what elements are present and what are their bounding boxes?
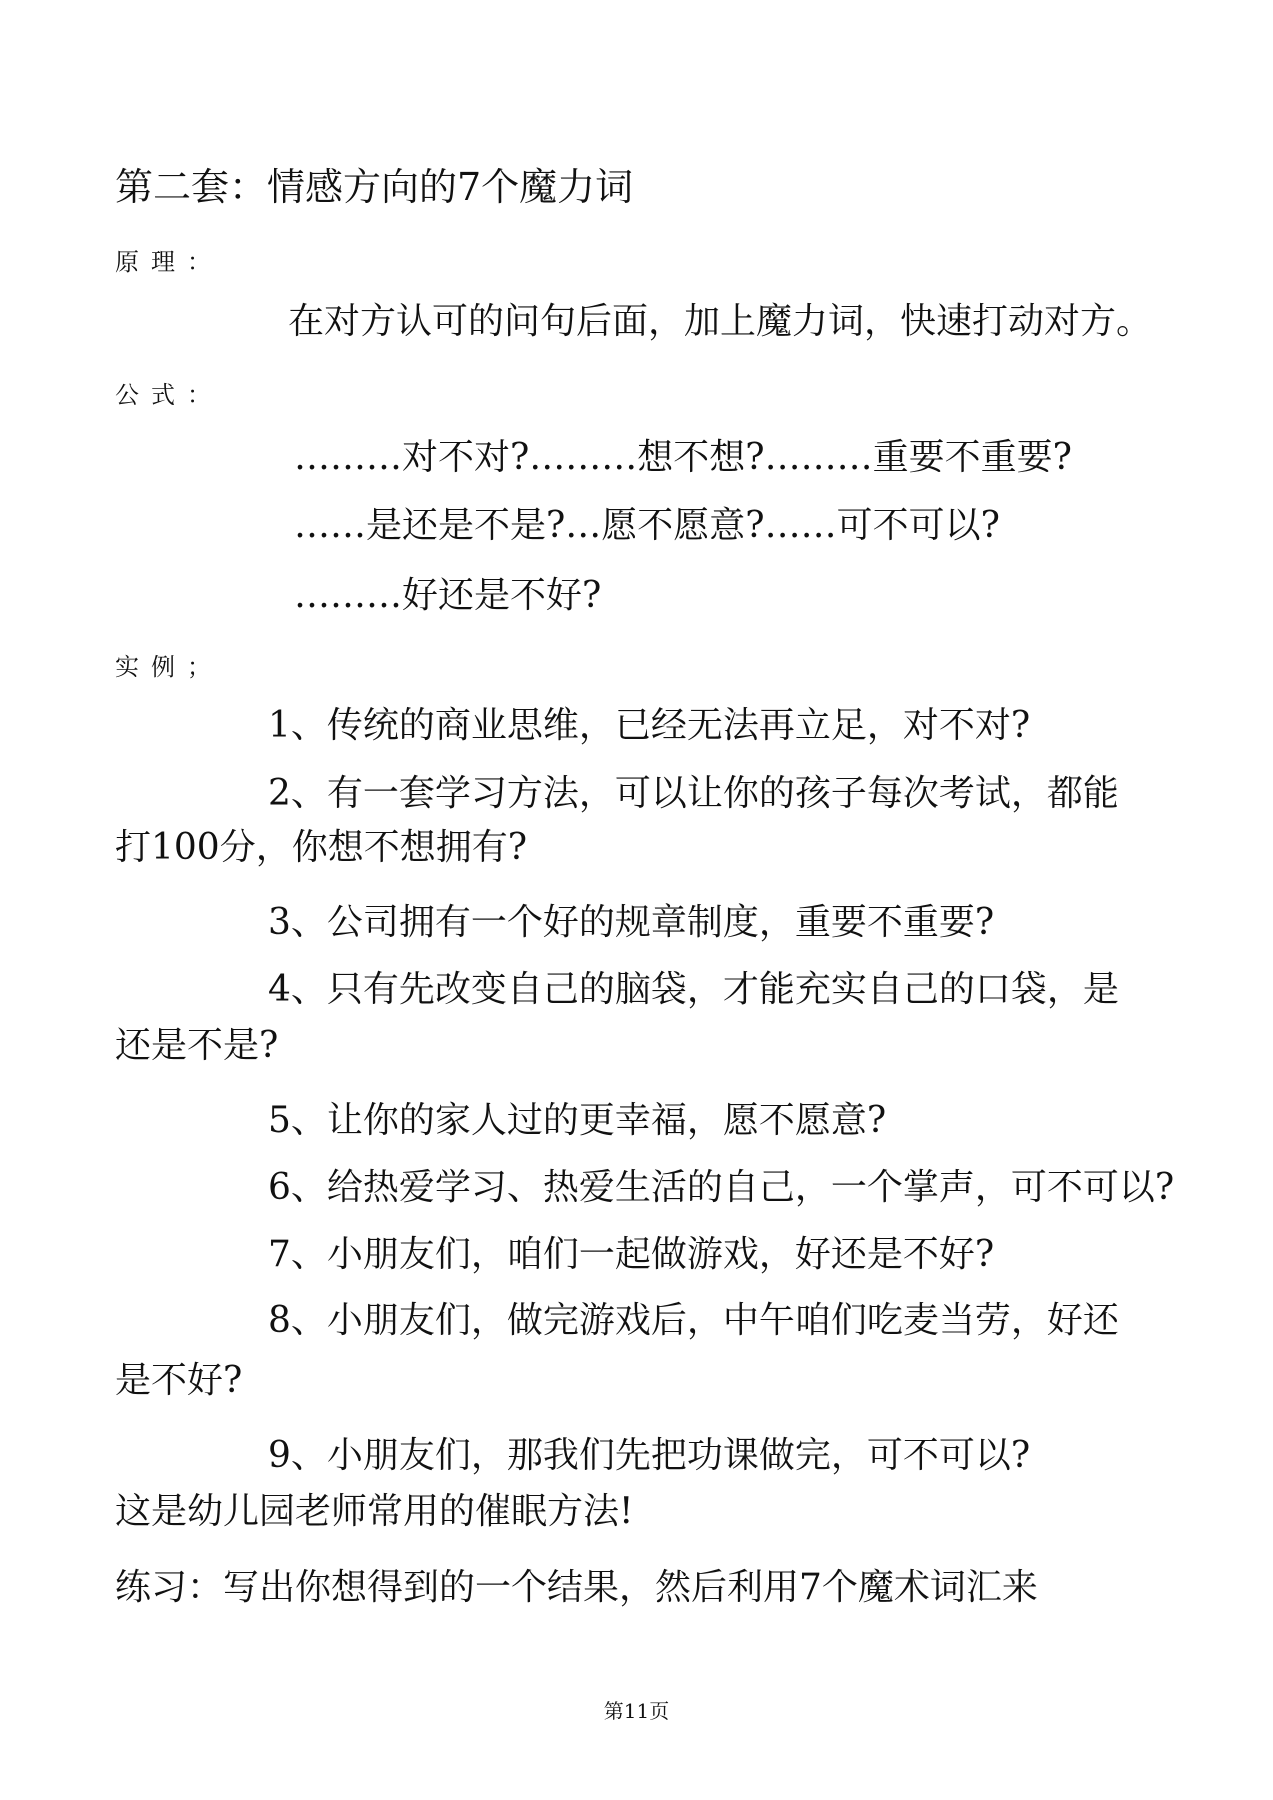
example-item: 9、小朋友们，那我们先把功课做完，可不可以? xyxy=(268,1435,1031,1476)
example-item: 8、小朋友们，做完游戏后，中午咱们吃麦当劳，好还 xyxy=(268,1300,1119,1341)
example-item: 1、传统的商业思维，已经无法再立足，对不对? xyxy=(268,705,1031,746)
example-item: 2、有一套学习方法，可以让你的孩子每次考试，都能 xyxy=(268,773,1119,814)
formula-line: ……是还是不是?…愿不愿意?……可不可以? xyxy=(294,505,1000,546)
examples-note: 这是幼儿园老师常用的催眠方法! xyxy=(115,1491,634,1532)
principle-label: 原理： xyxy=(115,248,223,276)
practice-text: 练习：写出你想得到的一个结果，然后利用7个魔术词汇来 xyxy=(115,1567,1038,1608)
section-title: 第二套：情感方向的7个魔力词 xyxy=(115,165,634,209)
example-item: 3、公司拥有一个好的规章制度，重要不重要? xyxy=(268,902,995,943)
formula-line: ………好还是不好? xyxy=(294,575,602,616)
example-item-continuation: 还是不是? xyxy=(115,1025,279,1066)
formula-label: 公式： xyxy=(115,381,223,409)
example-item: 6、给热爱学习、热爱生活的自己，一个掌声，可不可以? xyxy=(268,1167,1175,1208)
example-item: 5、让你的家人过的更幸福，愿不愿意? xyxy=(268,1100,887,1141)
examples-label: 实例； xyxy=(115,653,223,681)
example-item-continuation: 是不好? xyxy=(115,1360,243,1401)
example-item-continuation: 打100分，你想不想拥有? xyxy=(115,827,528,868)
example-item: 7、小朋友们，咱们一起做游戏，好还是不好? xyxy=(268,1234,995,1275)
principle-text: 在对方认可的问句后面，加上魔力词，快速打动对方。 xyxy=(288,301,1153,342)
example-item: 4、只有先改变自己的脑袋，才能充实自己的口袋，是 xyxy=(268,969,1119,1010)
page-number: 第11页 xyxy=(603,1699,670,1723)
formula-line: ………对不对?………想不想?………重要不重要? xyxy=(294,437,1072,478)
